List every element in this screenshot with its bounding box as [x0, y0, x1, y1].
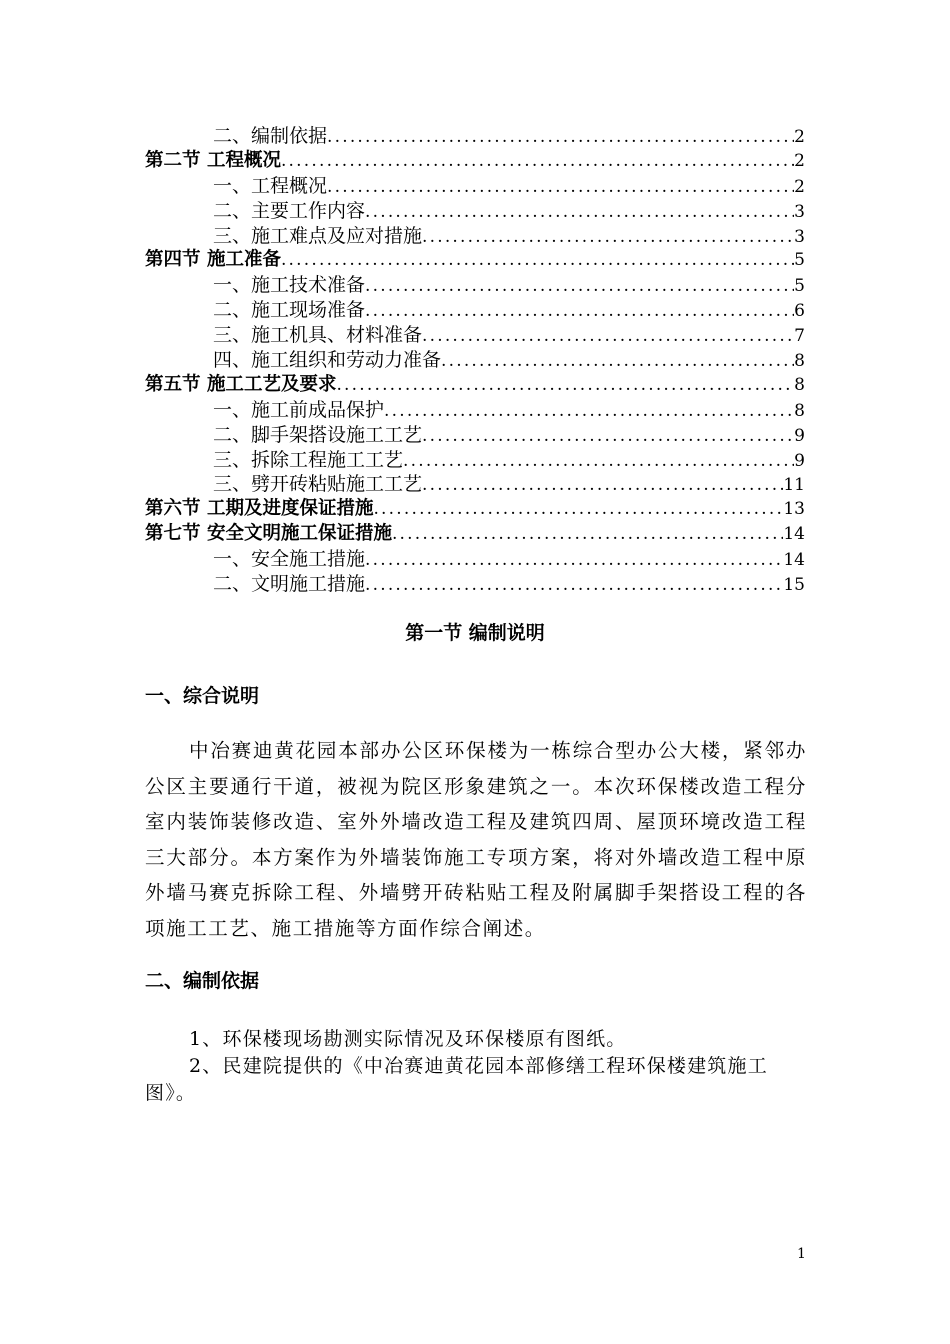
toc-entry[interactable]: 二、编制依据 ..... 2 — [145, 124, 805, 149]
toc-entry[interactable]: 三、劈开砖粘贴施工工艺 ..... 11 — [145, 472, 805, 497]
toc-entry[interactable]: 四、施工组织和劳动力准备 ..... 8 — [145, 348, 805, 373]
toc-entry[interactable]: 三、施工机具、材料准备 ..... 7 — [145, 323, 805, 348]
toc-entry[interactable]: 一、安全施工措施 ..... 14 — [145, 547, 805, 572]
toc-entry[interactable]: 第五节 施工工艺及要求 ..... 8 — [145, 373, 805, 398]
table-of-contents — [145, 124, 805, 597]
toc-entry[interactable]: 一、施工技术准备 ..... 5 — [145, 273, 805, 298]
toc-entry[interactable]: 二、施工现场准备 ..... 6 — [145, 298, 805, 323]
toc-entry[interactable]: 第七节 安全文明施工保证措施 ..... 14 — [145, 522, 805, 547]
toc-entry[interactable]: 第四节 施工准备 ..... 5 — [145, 248, 805, 273]
section-title: 第一节 编制说明 — [405, 622, 545, 644]
toc-entry[interactable]: 三、拆除工程施工工艺 ..... 9 — [145, 448, 805, 473]
toc-entry[interactable]: 一、施工前成品保护 ..... 8 — [145, 398, 805, 423]
toc-entry[interactable]: 二、主要工作内容 ..... 3 — [145, 199, 805, 224]
toc-entry[interactable]: 第二节 工程概况 ..... 2 — [145, 149, 805, 174]
body-paragraph: 中冶赛迪黄花园本部办公区环保楼为一栋综合型办公大楼，紧邻办公区主要通行干道，被视为院区形象建筑之一。本次环保楼改造工程分室内装饰装修改造、室外外墙改造工程及建筑四周、屋顶环境改造工程三大部分。本方案作为外墙装饰施工专项方案，将对外墙改造工程中原外墙马赛克拆除工程、外墙劈开砖粘贴工程及附属脚手架搭设工程的各项施工工艺、施工措施等方面作综合阐述。 — [145, 739, 807, 940]
toc-entry[interactable]: 一、工程概况 ..... 2 — [145, 174, 805, 199]
list-item: 2、民建院提供的《中冶赛迪黄花园本部修缮工程环保楼建筑施工图》。 — [145, 1055, 768, 1104]
heading-overview: 一、综合说明 — [145, 685, 260, 707]
heading-basis: 二、编制依据 — [145, 970, 260, 992]
toc-entry[interactable]: 三、施工难点及应对措施 ..... 3 — [145, 224, 805, 249]
toc-entry[interactable]: 第六节 工期及进度保证措施 ..... 13 — [145, 497, 805, 522]
page-number: 1 — [797, 1246, 806, 1262]
toc-entry[interactable]: 二、文明施工措施 ..... 15 — [145, 572, 805, 597]
basis-list — [145, 1026, 807, 1107]
toc-entry[interactable]: 二、脚手架搭设施工工艺 ..... 9 — [145, 423, 805, 448]
list-item: 1、环保楼现场勘测实际情况及环保楼原有图纸。 — [189, 1028, 627, 1050]
